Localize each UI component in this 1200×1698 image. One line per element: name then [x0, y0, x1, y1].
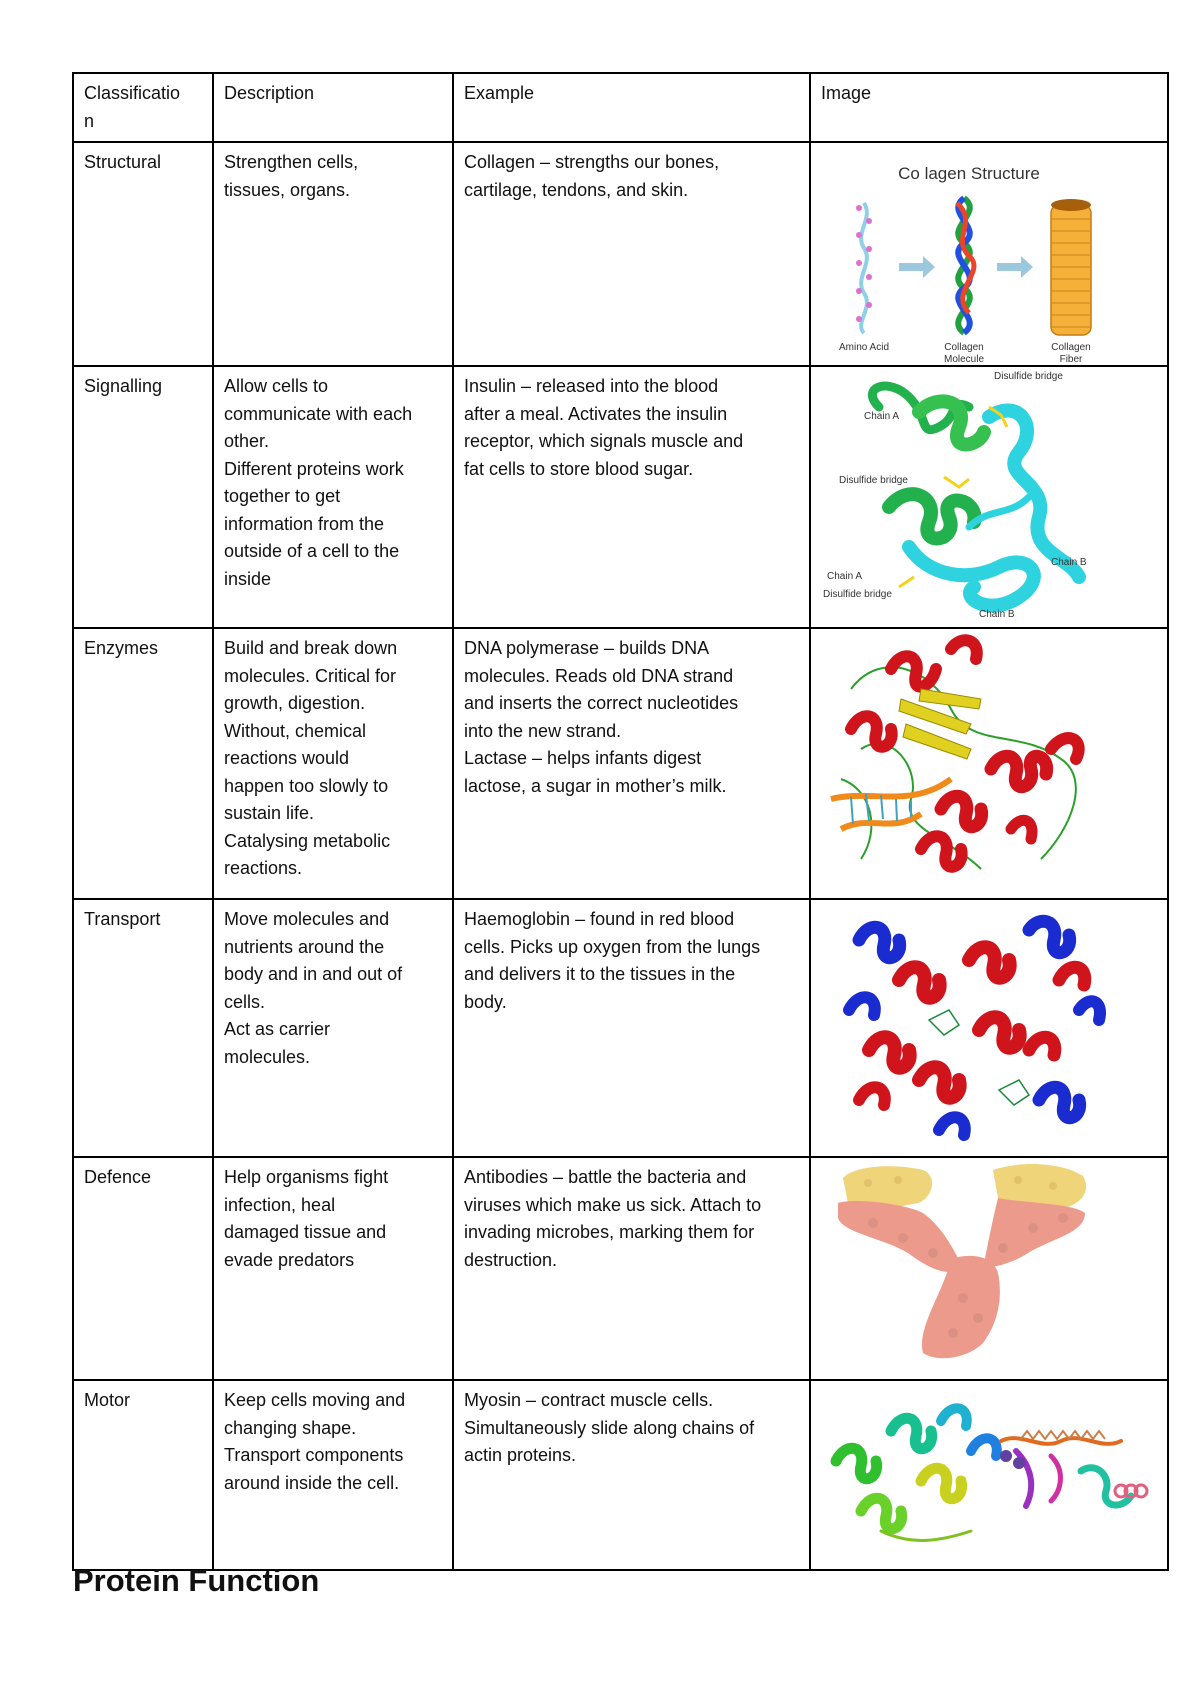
image-cell: [810, 1380, 1168, 1570]
cell-text-line: Help organisms fight: [224, 1167, 389, 1187]
cell-text-line: Antibodies – battle the bacteria and: [464, 1167, 747, 1187]
header-classification-line: Classificatio: [84, 83, 181, 103]
description-cell: [213, 1157, 453, 1380]
cell-text-line: fat cells to store blood sugar.: [464, 458, 694, 479]
header-classification-line: n: [84, 110, 95, 131]
cell-text-line: Keep cells moving and: [224, 1390, 406, 1410]
description-cell: [213, 899, 453, 1157]
cell-text-line: communicate with each: [224, 403, 413, 424]
cell-text-line: body and in and out of: [224, 964, 403, 984]
cell-text-line: Move molecules and: [224, 909, 390, 929]
cell-text-line: invading microbes, marking them for: [464, 1222, 755, 1242]
cell-text-line: growth, digestion.: [224, 693, 366, 713]
cell-text-line: lactose, a sugar in mother’s milk.: [464, 775, 727, 796]
arrow-icon: [899, 256, 935, 278]
classification-cell: Signalling: [73, 366, 213, 628]
cell-text-line: Build and break down: [224, 638, 398, 658]
cell-text-line: inside: [224, 568, 272, 589]
collagen-fiber-label: Fiber: [1059, 354, 1083, 365]
cell-text-line: Lactase – helps infants digest: [464, 748, 702, 768]
insulin-label: Disulfide bridge: [839, 475, 908, 486]
classification-cell: Enzymes: [73, 628, 213, 899]
haemoglobin-image-icon: [829, 900, 1129, 1154]
cell-text-line: cartilage, tendons, and skin.: [464, 179, 689, 200]
cell-text-line: after a meal. Activates the insulin: [464, 403, 728, 424]
insulin-label: Disulfide bridge: [994, 371, 1063, 382]
protein-function-table: [72, 72, 1169, 1571]
image-cell: [810, 142, 1168, 366]
page-title: Protein Function: [73, 1563, 320, 1598]
header-example: Example: [453, 73, 810, 142]
image-cell: [810, 1157, 1168, 1380]
example-cell: [453, 1157, 810, 1380]
classification-cell: Transport: [73, 899, 213, 1157]
cell-text-line: molecules.: [224, 1046, 311, 1067]
cell-text-line: other.: [224, 431, 270, 451]
example-cell: [453, 142, 810, 366]
example-cell: [453, 366, 810, 628]
collagen-structure-diagram-icon: [819, 143, 1119, 365]
cell-text-line: Without, chemical: [224, 720, 367, 741]
dna-polymerase-image-icon: [821, 629, 1121, 895]
classification-cell: Structural: [73, 142, 213, 366]
cell-text-line: receptor, which signals muscle and: [464, 431, 744, 451]
cell-text-line: molecules. Critical for: [224, 665, 397, 686]
header-image: Image: [810, 73, 1168, 142]
cell-text-line: Transport components: [224, 1445, 404, 1465]
cell-text-line: Different proteins work: [224, 458, 404, 479]
cell-text-line: reactions.: [224, 858, 303, 878]
cell-text-line: molecules. Reads old DNA strand: [464, 665, 734, 686]
header-description: Description: [213, 73, 453, 142]
collagen-diagram-title: Co lagen Structure: [898, 164, 1040, 183]
description-cell: [213, 142, 453, 366]
cell-text-line: happen too slowly to: [224, 775, 389, 796]
description-cell: [213, 1380, 453, 1570]
myosin-image-icon: [821, 1381, 1151, 1567]
example-cell: [453, 1380, 810, 1570]
cell-text-line: cells. Picks up oxygen from the lungs: [464, 936, 761, 957]
collagen-molecule-label: Molecule: [943, 354, 985, 365]
image-cell: [810, 899, 1168, 1157]
cell-text-line: Haemoglobin – found in red blood: [464, 909, 735, 929]
collagen-fiber-label: Collagen: [1051, 342, 1091, 353]
cell-text-line: body.: [464, 991, 507, 1012]
image-cell: [810, 628, 1168, 899]
cell-text-line: Catalysing metabolic: [224, 830, 391, 851]
cell-text-line: tissues, organs.: [224, 179, 351, 200]
classification-cell: Motor: [73, 1380, 213, 1570]
amino-acid-label: Amino Acid: [838, 342, 890, 353]
insulin-label: Chain A: [864, 411, 900, 422]
description-cell: [213, 366, 453, 628]
cell-text-line: information from the: [224, 513, 385, 534]
cell-text-line: reactions would: [224, 748, 350, 768]
insulin-label: Chain B: [1051, 557, 1087, 568]
description-cell: [213, 628, 453, 899]
collagen-molecule-icon: [957, 198, 974, 333]
table-row: [73, 366, 1168, 628]
antibody-shape: [838, 1164, 1086, 1358]
antibody-image-icon: [823, 1158, 1123, 1376]
cell-text-line: DNA polymerase – builds DNA: [464, 638, 710, 658]
insulin-label: Chain A: [827, 571, 863, 582]
table-row: [73, 1380, 1168, 1570]
cell-text-line: Myosin – contract muscle cells.: [464, 1390, 714, 1410]
table-row: [73, 1157, 1168, 1380]
image-cell: [810, 366, 1168, 628]
cell-text-line: Allow cells to: [224, 376, 329, 396]
cell-text-line: sustain life.: [224, 803, 315, 823]
insulin-label: Disulfide bridge: [823, 589, 892, 600]
cell-text-line: cells.: [224, 991, 266, 1012]
table-row: [73, 628, 1168, 899]
cell-text-line: into the new strand.: [464, 720, 622, 741]
cell-text-line: and inserts the correct nucleotides: [464, 693, 739, 713]
header-classification: [73, 73, 213, 142]
cell-text-line: outside of a cell to the: [224, 541, 400, 561]
cell-text-line: changing shape.: [224, 1417, 357, 1438]
cell-text-line: Simultaneously slide along chains of: [464, 1417, 755, 1438]
cell-text-line: Strengthen cells,: [224, 152, 359, 172]
cell-text-line: evade predators: [224, 1249, 355, 1270]
cell-text-line: and delivers it to the tissues in the: [464, 964, 736, 984]
cell-text-line: viruses which make us sick. Attach to: [464, 1194, 762, 1215]
cell-text-line: damaged tissue and: [224, 1222, 387, 1242]
cell-text-line: infection, heal: [224, 1194, 336, 1215]
insulin-label: Chain B: [979, 609, 1015, 620]
table-header-row: [73, 73, 1168, 142]
cell-text-line: Collagen – strengths our bones,: [464, 152, 720, 172]
example-cell: [453, 628, 810, 899]
table-row: [73, 142, 1168, 366]
cell-text-line: nutrients around the: [224, 936, 385, 957]
cell-text-line: Act as carrier: [224, 1019, 331, 1039]
amino-acid-chain-icon: [856, 203, 872, 333]
classification-cell: Defence: [73, 1157, 213, 1380]
insulin-structure-image-icon: [819, 367, 1119, 625]
cell-text-line: together to get: [224, 486, 341, 506]
collagen-fiber-icon: [1051, 199, 1091, 335]
example-cell: [453, 899, 810, 1157]
cell-text-line: Insulin – released into the blood: [464, 376, 719, 396]
cell-text-line: around inside the cell.: [224, 1472, 400, 1493]
arrow-icon: [997, 256, 1033, 278]
cell-text-line: destruction.: [464, 1249, 558, 1270]
cell-text-line: actin proteins.: [464, 1445, 577, 1465]
table-row: [73, 899, 1168, 1157]
collagen-molecule-label: Collagen: [944, 342, 984, 353]
